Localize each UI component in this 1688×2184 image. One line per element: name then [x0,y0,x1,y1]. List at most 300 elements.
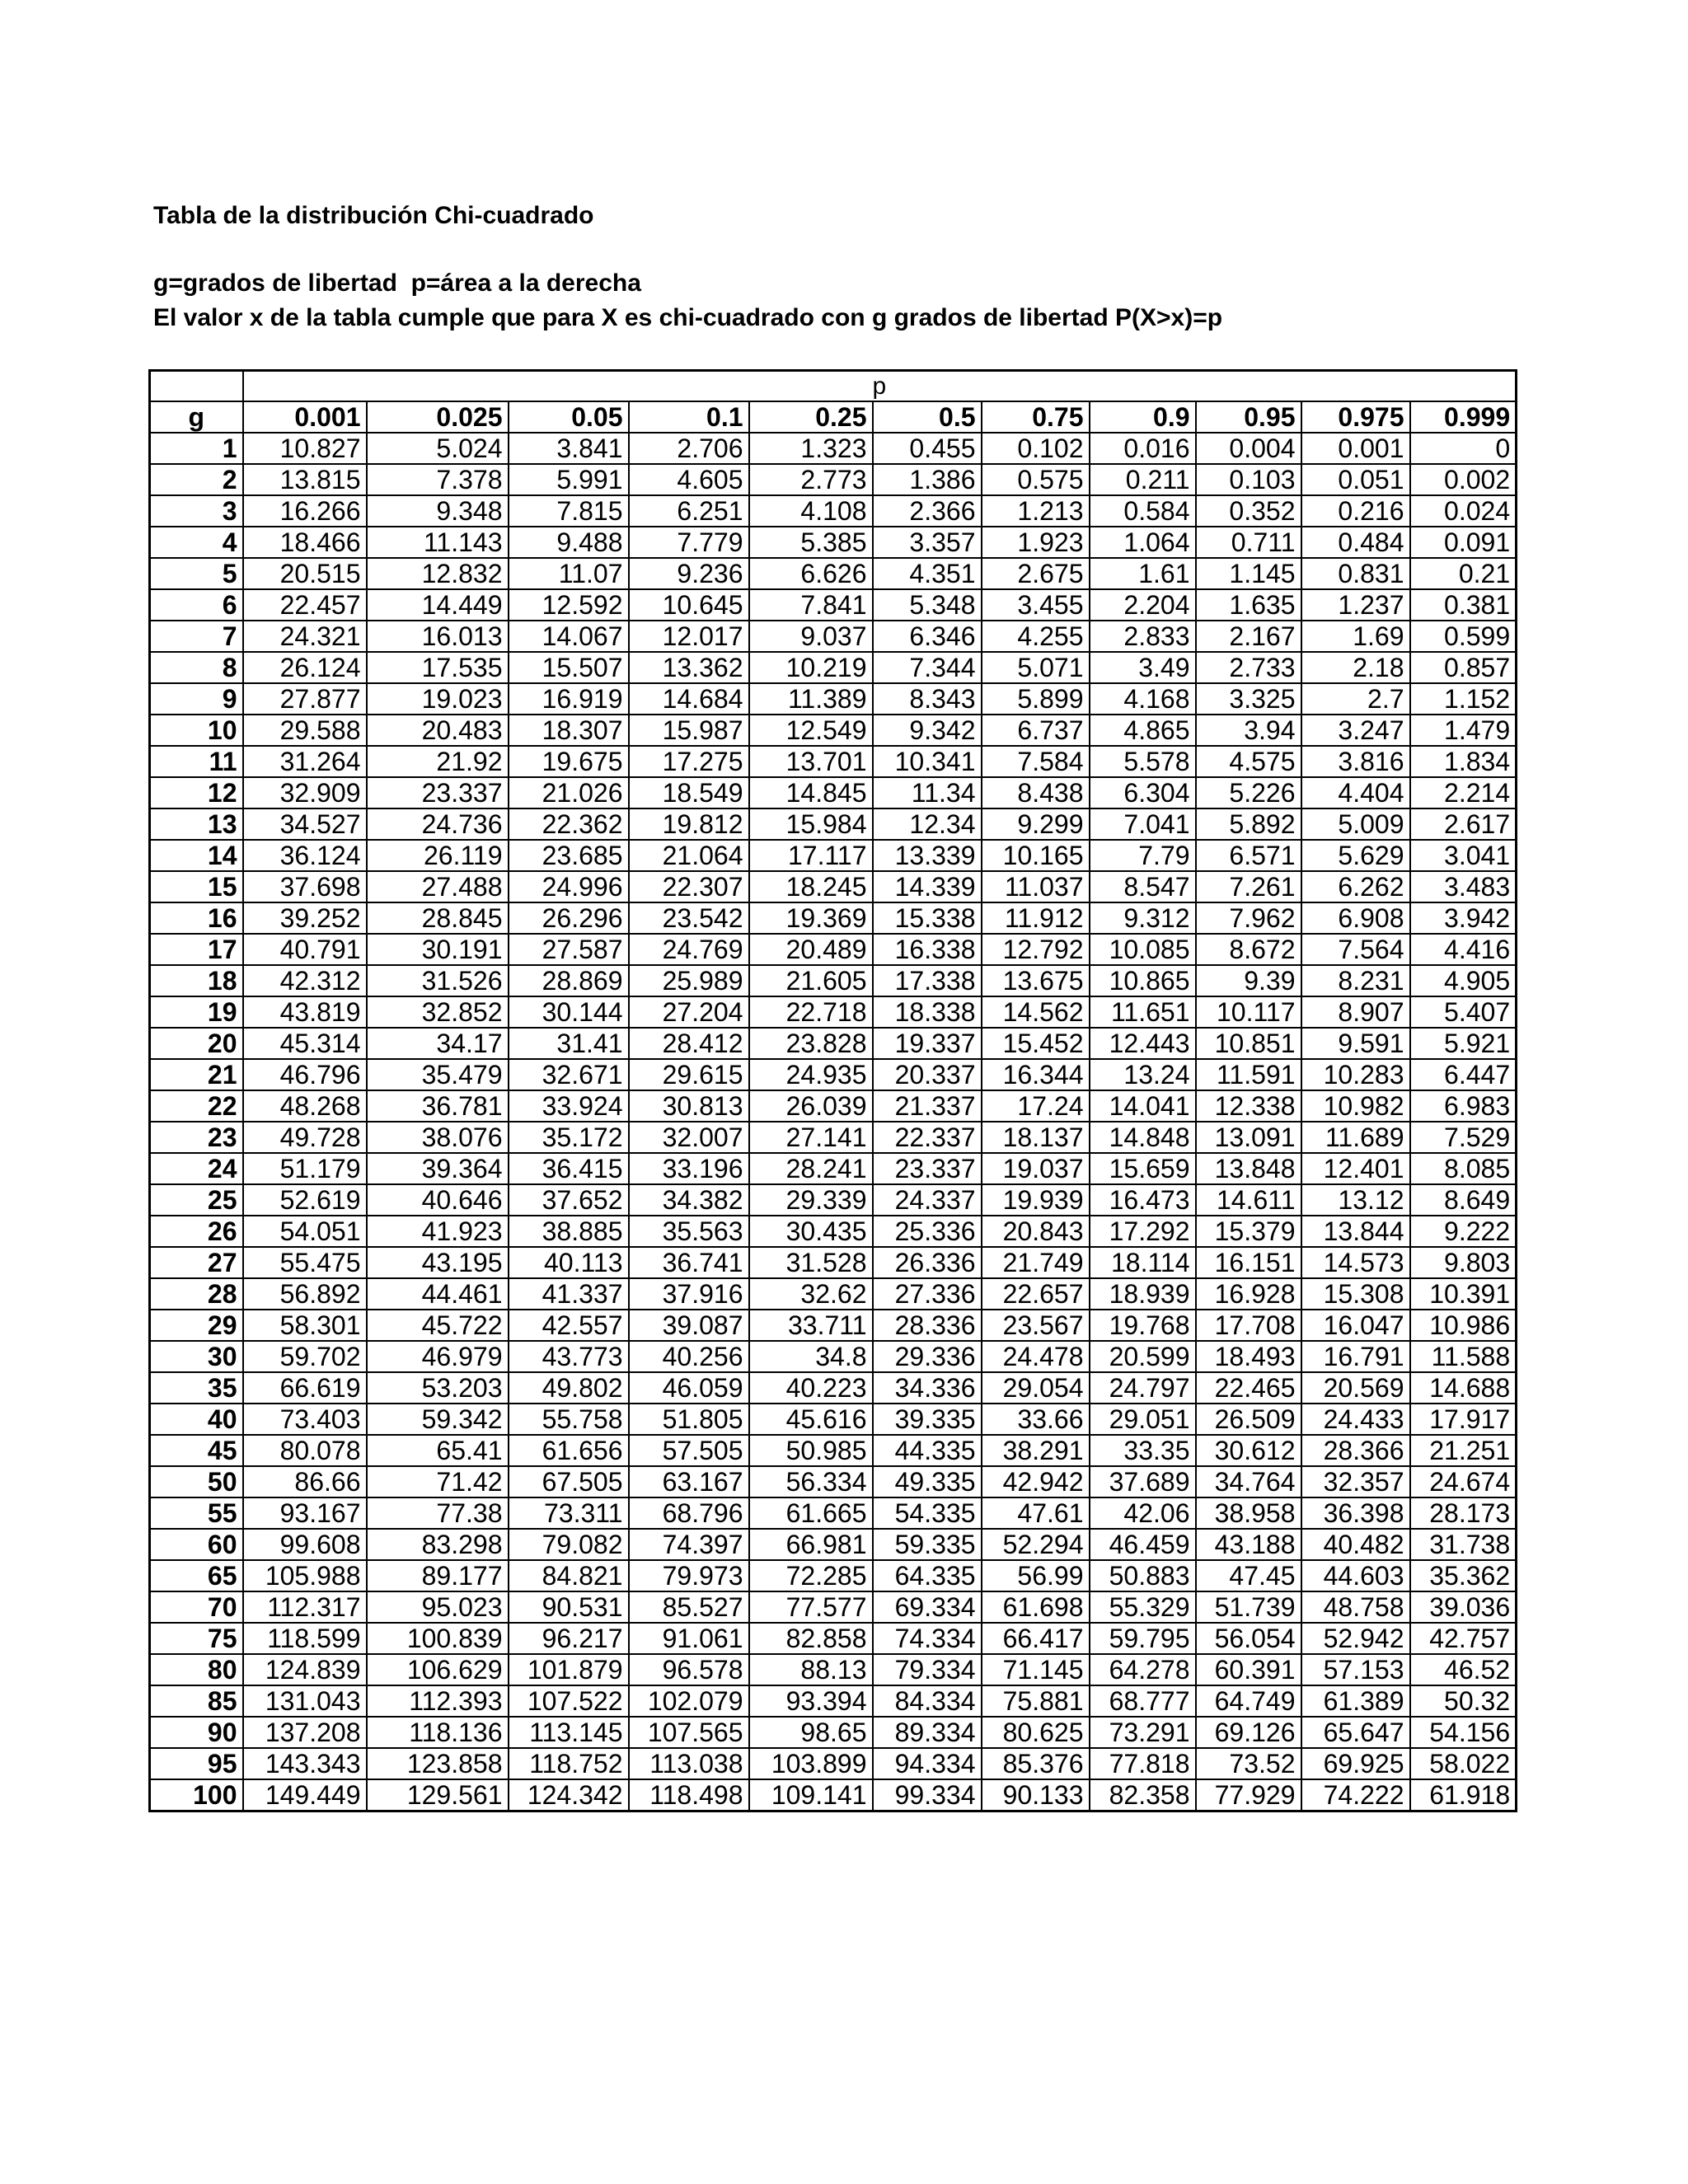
table-cell: 82.358 [1090,1779,1196,1811]
table-row [150,746,1517,777]
table-cell: 68.777 [1090,1685,1196,1717]
table-cell: 65.41 [367,1435,509,1466]
table-cell: 15.987 [629,715,749,746]
table-cell: 49.802 [509,1372,629,1404]
table-row [150,1247,1517,1278]
table-cell: 6.304 [1090,777,1196,808]
table-cell: 52.619 [243,1184,367,1216]
table-cell: 4.404 [1301,777,1410,808]
table-cell: 35.362 [1410,1560,1517,1591]
table-cell: 18.137 [982,1122,1090,1153]
table-cell: 29.615 [629,1059,749,1090]
table-cell: 15.984 [749,808,873,840]
table-cell: 37.916 [629,1278,749,1310]
table-row [150,996,1517,1028]
table-cell: 143.343 [243,1748,367,1779]
table-cell: 0.001 [1301,433,1410,464]
table-cell: 15.507 [509,652,629,683]
table-cell: 99.608 [243,1529,367,1560]
table-row [150,495,1517,527]
table-cell: 12.832 [367,558,509,589]
table-cell: 15.379 [1196,1216,1301,1247]
table-cell: 24.674 [1410,1466,1517,1497]
table-cell: 46.979 [367,1341,509,1372]
table-row [150,621,1517,652]
table-cell: 49.335 [873,1466,982,1497]
table-cell: 30.612 [1196,1435,1301,1466]
table-cell: 18.245 [749,871,873,902]
table-cell: 12.549 [749,715,873,746]
table-row [150,1466,1517,1497]
table-cell: 3.483 [1410,871,1517,902]
table-cell: 21.337 [873,1090,982,1122]
table-cell: 44.335 [873,1435,982,1466]
table-cell: 93.167 [243,1497,367,1529]
table-cell: 7.529 [1410,1122,1517,1153]
table-cell: 14.041 [1090,1090,1196,1122]
table-cell: 38.958 [1196,1497,1301,1529]
table-row [150,589,1517,621]
degrees-of-freedom-cell: 29 [150,1310,243,1341]
table-cell: 1.152 [1410,683,1517,715]
table-row [150,1341,1517,1372]
degrees-of-freedom-cell: 4 [150,527,243,558]
table-cell: 31.41 [509,1028,629,1059]
table-cell: 13.339 [873,840,982,871]
degrees-of-freedom-cell: 8 [150,652,243,683]
table-cell: 9.222 [1410,1216,1517,1247]
table-cell: 118.136 [367,1717,509,1748]
p-column-header: 0.05 [509,401,629,433]
table-cell: 2.617 [1410,808,1517,840]
table-cell: 24.337 [873,1184,982,1216]
table-cell: 105.988 [243,1560,367,1591]
table-cell: 26.119 [367,840,509,871]
table-cell: 11.037 [982,871,1090,902]
table-cell: 4.108 [749,495,873,527]
table-cell: 73.311 [509,1497,629,1529]
table-cell: 75.881 [982,1685,1090,1717]
table-cell: 39.252 [243,902,367,934]
table-cell: 31.264 [243,746,367,777]
table-cell: 10.986 [1410,1310,1517,1341]
table-cell: 2.773 [749,464,873,495]
table-cell: 17.535 [367,652,509,683]
table-cell: 14.573 [1301,1247,1410,1278]
table-cell: 39.036 [1410,1591,1517,1623]
table-cell: 5.899 [982,683,1090,715]
table-cell: 56.334 [749,1466,873,1497]
table-cell: 56.054 [1196,1623,1301,1654]
degrees-of-freedom-cell: 90 [150,1717,243,1748]
table-cell: 107.565 [629,1717,749,1748]
table-cell: 10.645 [629,589,749,621]
chi-square-table [148,369,1517,1812]
table-cell: 31.738 [1410,1529,1517,1560]
table-row [150,1654,1517,1685]
degrees-of-freedom-cell: 30 [150,1341,243,1372]
table-cell: 26.039 [749,1090,873,1122]
table-cell: 102.079 [629,1685,749,1717]
table-cell: 9.236 [629,558,749,589]
table-row [150,1216,1517,1247]
table-cell: 79.082 [509,1529,629,1560]
table-cell: 124.839 [243,1654,367,1685]
table-cell: 7.261 [1196,871,1301,902]
table-cell: 9.39 [1196,965,1301,996]
table-cell: 12.34 [873,808,982,840]
table-row [150,1529,1517,1560]
table-cell: 13.844 [1301,1216,1410,1247]
table-cell: 64.335 [873,1560,982,1591]
table-cell: 7.584 [982,746,1090,777]
table-cell: 66.981 [749,1529,873,1560]
table-cell: 84.821 [509,1560,629,1591]
table-cell: 24.433 [1301,1404,1410,1435]
table-cell: 74.222 [1301,1779,1410,1811]
table-cell: 64.749 [1196,1685,1301,1717]
table-cell: 11.591 [1196,1059,1301,1090]
table-cell: 67.505 [509,1466,629,1497]
table-cell: 52.942 [1301,1623,1410,1654]
table-cell: 0.024 [1410,495,1517,527]
table-cell: 36.124 [243,840,367,871]
table-row [150,1153,1517,1184]
table-cell: 2.366 [873,495,982,527]
table-cell: 64.278 [1090,1654,1196,1685]
table-cell: 26.509 [1196,1404,1301,1435]
table-cell: 60.391 [1196,1654,1301,1685]
table-cell: 4.168 [1090,683,1196,715]
table-row [150,1278,1517,1310]
table-cell: 45.722 [367,1310,509,1341]
table-row [150,1717,1517,1748]
table-cell: 18.493 [1196,1341,1301,1372]
table-cell: 19.337 [873,1028,982,1059]
table-cell: 38.885 [509,1216,629,1247]
degrees-of-freedom-cell: 1 [150,433,243,464]
table-cell: 24.935 [749,1059,873,1090]
table-cell: 16.338 [873,934,982,965]
table-cell: 17.292 [1090,1216,1196,1247]
table-cell: 10.165 [982,840,1090,871]
table-cell: 73.291 [1090,1717,1196,1748]
table-cell: 9.299 [982,808,1090,840]
table-cell: 68.796 [629,1497,749,1529]
table-row [150,1090,1517,1122]
table-cell: 42.312 [243,965,367,996]
table-cell: 39.335 [873,1404,982,1435]
degrees-of-freedom-cell: 75 [150,1623,243,1654]
table-cell: 29.051 [1090,1404,1196,1435]
table-cell: 2.706 [629,433,749,464]
p-column-header: 0.025 [367,401,509,433]
table-cell: 6.571 [1196,840,1301,871]
degrees-of-freedom-cell: 35 [150,1372,243,1404]
table-cell: 53.203 [367,1372,509,1404]
table-cell: 9.312 [1090,902,1196,934]
table-cell: 74.397 [629,1529,749,1560]
table-cell: 12.792 [982,934,1090,965]
table-cell: 34.17 [367,1028,509,1059]
table-cell: 71.145 [982,1654,1090,1685]
table-cell: 3.247 [1301,715,1410,746]
table-cell: 5.407 [1410,996,1517,1028]
table-cell: 79.973 [629,1560,749,1591]
table-cell: 36.741 [629,1247,749,1278]
table-cell: 46.52 [1410,1654,1517,1685]
table-cell: 77.929 [1196,1779,1301,1811]
table-cell: 52.294 [982,1529,1090,1560]
table-cell: 41.337 [509,1278,629,1310]
degrees-of-freedom-cell: 40 [150,1404,243,1435]
table-row [150,965,1517,996]
degrees-of-freedom-cell: 100 [150,1779,243,1811]
table-cell: 25.989 [629,965,749,996]
table-cell: 4.575 [1196,746,1301,777]
table-cell: 109.141 [749,1779,873,1811]
table-cell: 24.797 [1090,1372,1196,1404]
table-cell: 19.369 [749,902,873,934]
table-cell: 0.599 [1410,621,1517,652]
table-cell: 22.465 [1196,1372,1301,1404]
degrees-of-freedom-cell: 28 [150,1278,243,1310]
table-cell: 1.923 [982,527,1090,558]
table-cell: 21.064 [629,840,749,871]
table-cell: 89.334 [873,1717,982,1748]
table-cell: 21.749 [982,1247,1090,1278]
table-cell: 2.204 [1090,589,1196,621]
table-cell: 36.398 [1301,1497,1410,1529]
table-row [150,934,1517,965]
degrees-of-freedom-cell: 14 [150,840,243,871]
table-cell: 5.991 [509,464,629,495]
table-cell: 61.918 [1410,1779,1517,1811]
table-cell: 129.561 [367,1779,509,1811]
table-cell: 73.403 [243,1404,367,1435]
table-cell: 45.616 [749,1404,873,1435]
table-cell: 30.813 [629,1090,749,1122]
table-cell: 5.071 [982,652,1090,683]
degrees-of-freedom-cell: 6 [150,589,243,621]
table-cell: 32.357 [1301,1466,1410,1497]
degrees-of-freedom-cell: 80 [150,1654,243,1685]
table-cell: 79.334 [873,1654,982,1685]
legend-line: g=grados de libertad p=área a la derecha [153,269,641,297]
table-cell: 123.858 [367,1748,509,1779]
table-cell: 30.435 [749,1216,873,1247]
table-row [150,433,1517,464]
table-cell: 27.336 [873,1278,982,1310]
table-cell: 43.195 [367,1247,509,1278]
table-cell: 7.79 [1090,840,1196,871]
degrees-of-freedom-cell: 20 [150,1028,243,1059]
table-cell: 28.869 [509,965,629,996]
degrees-of-freedom-cell: 15 [150,871,243,902]
table-row [150,715,1517,746]
table-cell: 16.047 [1301,1310,1410,1341]
degrees-of-freedom-cell: 7 [150,621,243,652]
table-cell: 82.858 [749,1623,873,1654]
table-cell: 23.337 [367,777,509,808]
degrees-of-freedom-cell: 12 [150,777,243,808]
table-cell: 59.795 [1090,1623,1196,1654]
table-cell: 17.917 [1410,1404,1517,1435]
table-cell: 69.126 [1196,1717,1301,1748]
table-cell: 48.268 [243,1090,367,1122]
table-cell: 11.588 [1410,1341,1517,1372]
table-cell: 28.173 [1410,1497,1517,1529]
table-cell: 28.336 [873,1310,982,1341]
table-cell: 94.334 [873,1748,982,1779]
table-row [150,1310,1517,1341]
degrees-of-freedom-cell: 23 [150,1122,243,1153]
table-cell: 9.591 [1301,1028,1410,1059]
table-cell: 6.447 [1410,1059,1517,1090]
table-cell: 0.004 [1196,433,1301,464]
table-cell: 2.18 [1301,652,1410,683]
table-cell: 8.231 [1301,965,1410,996]
table-cell: 10.865 [1090,965,1196,996]
table-cell: 13.091 [1196,1122,1301,1153]
table-cell: 21.026 [509,777,629,808]
table-cell: 1.61 [1090,558,1196,589]
table-cell: 17.24 [982,1090,1090,1122]
table-cell: 65.647 [1301,1717,1410,1748]
table-cell: 46.059 [629,1372,749,1404]
table-cell: 5.024 [367,433,509,464]
table-cell: 29.588 [243,715,367,746]
table-cell: 33.196 [629,1153,749,1184]
table-cell: 19.939 [982,1184,1090,1216]
table-cell: 27.141 [749,1122,873,1153]
table-cell: 10.341 [873,746,982,777]
table-cell: 5.629 [1301,840,1410,871]
table-cell: 40.256 [629,1341,749,1372]
table-cell: 50.883 [1090,1560,1196,1591]
table-cell: 16.151 [1196,1247,1301,1278]
table-cell: 40.223 [749,1372,873,1404]
table-cell: 22.362 [509,808,629,840]
table-cell: 57.153 [1301,1654,1410,1685]
degrees-of-freedom-cell: 26 [150,1216,243,1247]
table-cell: 112.393 [367,1685,509,1717]
table-cell: 101.879 [509,1654,629,1685]
table-cell: 2.214 [1410,777,1517,808]
table-cell: 69.925 [1301,1748,1410,1779]
table-cell: 0.711 [1196,527,1301,558]
degrees-of-freedom-cell: 50 [150,1466,243,1497]
table-row [150,683,1517,715]
table-cell: 3.942 [1410,902,1517,934]
table-cell: 19.768 [1090,1310,1196,1341]
p-column-header: 0.95 [1196,401,1301,433]
table-cell: 34.336 [873,1372,982,1404]
table-cell: 19.023 [367,683,509,715]
table-cell: 23.567 [982,1310,1090,1341]
table-cell: 8.547 [1090,871,1196,902]
table-cell: 55.758 [509,1404,629,1435]
table-cell: 0 [1410,433,1517,464]
table-cell: 11.651 [1090,996,1196,1028]
table-cell: 29.339 [749,1184,873,1216]
p-column-header: 0.001 [243,401,367,433]
table-cell: 35.172 [509,1122,629,1153]
table-cell: 11.689 [1301,1122,1410,1153]
table-cell: 149.449 [243,1779,367,1811]
table-cell: 14.339 [873,871,982,902]
table-row [150,652,1517,683]
table-row [150,1685,1517,1717]
table-cell: 9.037 [749,621,873,652]
table-cell: 8.907 [1301,996,1410,1028]
table-cell: 58.022 [1410,1748,1517,1779]
table-cell: 8.343 [873,683,982,715]
table-cell: 54.335 [873,1497,982,1529]
table-cell: 11.07 [509,558,629,589]
table-cell: 54.051 [243,1216,367,1247]
table-cell: 34.764 [1196,1466,1301,1497]
table-cell: 25.336 [873,1216,982,1247]
table-cell: 46.459 [1090,1529,1196,1560]
table-cell: 51.739 [1196,1591,1301,1623]
table-cell: 2.167 [1196,621,1301,652]
table-row [150,1779,1517,1811]
table-cell: 48.758 [1301,1591,1410,1623]
table-cell: 0.381 [1410,589,1517,621]
table-cell: 11.389 [749,683,873,715]
table-cell: 44.603 [1301,1560,1410,1591]
table-cell: 74.334 [873,1623,982,1654]
table-cell: 0.103 [1196,464,1301,495]
table-cell: 16.919 [509,683,629,715]
table-cell: 0.211 [1090,464,1196,495]
table-cell: 6.251 [629,495,749,527]
table-cell: 77.38 [367,1497,509,1529]
table-cell: 19.037 [982,1153,1090,1184]
table-cell: 28.366 [1301,1435,1410,1466]
table-cell: 58.301 [243,1310,367,1341]
table-row [150,1435,1517,1466]
table-cell: 3.357 [873,527,982,558]
table-cell: 6.983 [1410,1090,1517,1122]
table-cell: 11.912 [982,902,1090,934]
table-cell: 0.016 [1090,433,1196,464]
table-cell: 51.179 [243,1153,367,1184]
table-cell: 5.385 [749,527,873,558]
table-cell: 9.803 [1410,1247,1517,1278]
table-cell: 5.578 [1090,746,1196,777]
table-cell: 14.684 [629,683,749,715]
table-cell: 3.455 [982,589,1090,621]
table-cell: 13.12 [1301,1184,1410,1216]
table-cell: 44.461 [367,1278,509,1310]
table-cell: 0.21 [1410,558,1517,589]
degrees-of-freedom-cell: 25 [150,1184,243,1216]
table-cell: 38.291 [982,1435,1090,1466]
table-cell: 19.812 [629,808,749,840]
table-cell: 3.841 [509,433,629,464]
table-cell: 24.478 [982,1341,1090,1372]
table-cell: 8.085 [1410,1153,1517,1184]
table-row [150,840,1517,871]
table-cell: 7.962 [1196,902,1301,934]
p-label: p [243,371,1517,402]
table-cell: 26.124 [243,652,367,683]
table-cell: 0.002 [1410,464,1517,495]
table-cell: 113.038 [629,1748,749,1779]
table-cell: 20.483 [367,715,509,746]
